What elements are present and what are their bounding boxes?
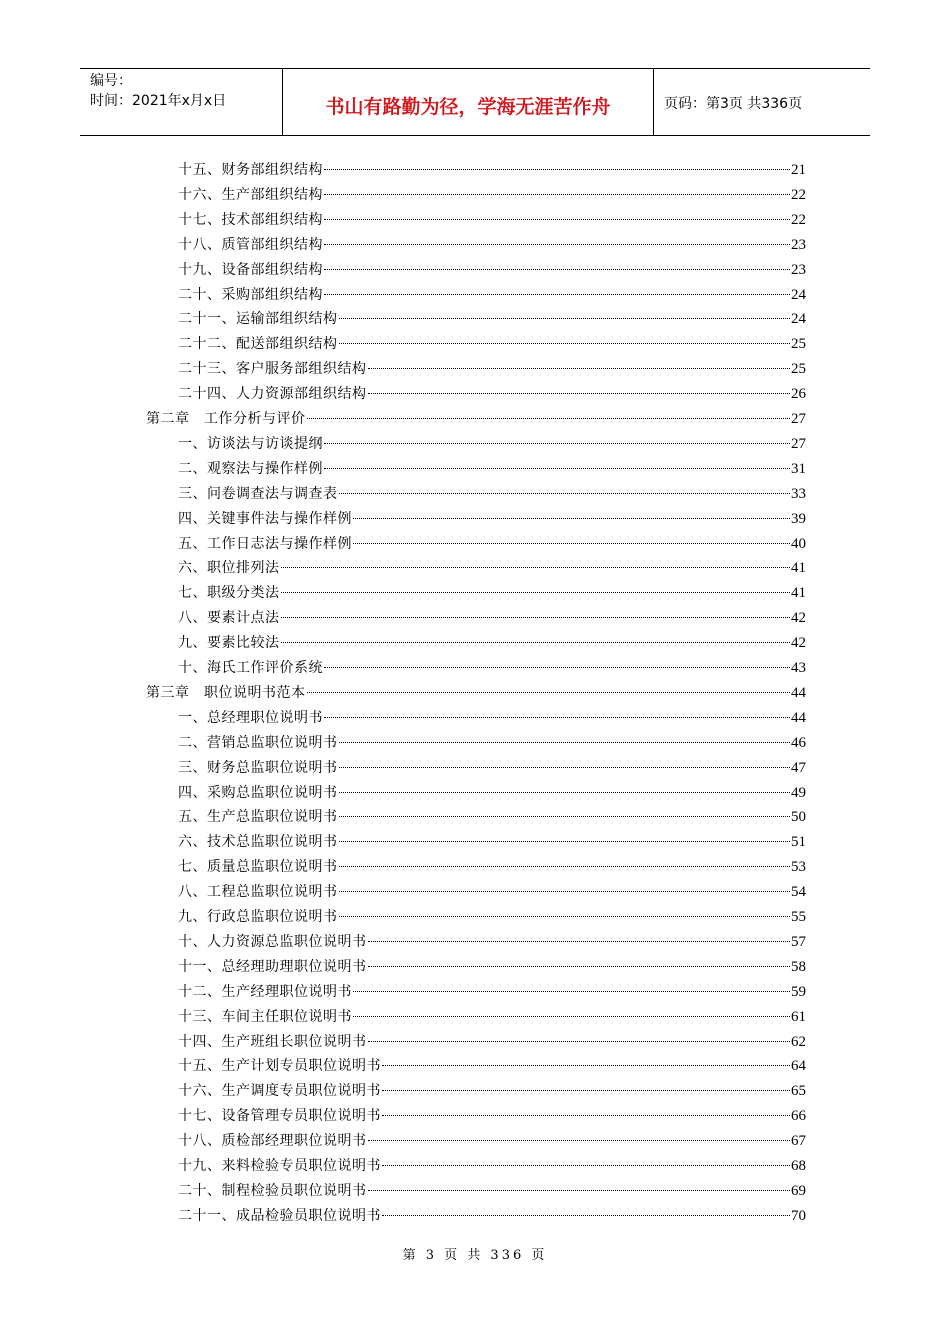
toc-entry-page: 62 [791,1033,806,1050]
toc-entry-title: 十一、总经理助理职位说明书 [178,958,367,975]
header-motto-cell [282,69,654,135]
toc-dot-leader [382,1114,790,1116]
toc-entry-page: 40 [791,535,806,552]
toc-entry-page: 27 [791,411,806,427]
toc-dot-leader [281,641,791,643]
toc-entry[interactable] [178,332,806,356]
toc-dot-leader [368,940,791,942]
toc-entry-title: 七、职级分类法 [178,585,280,602]
header-number-label: 编号： [90,73,132,89]
toc-entry-title: 二十、制程检验员职位说明书 [178,1182,367,1199]
toc-entry[interactable] [178,855,806,879]
toc-entry[interactable] [178,258,806,282]
toc-entry-title: 四、采购总监职位说明书 [178,784,338,801]
toc-entry-title: 九、要素比较法 [178,635,280,652]
toc-entry[interactable] [178,606,806,630]
toc-entry-page: 50 [791,809,806,826]
toc-dot-leader [368,1139,791,1141]
toc-entry-title: 十七、技术部组织结构 [178,211,323,228]
toc-entry[interactable] [178,233,806,257]
toc-entry-page: 43 [791,660,806,676]
toc-entry-title: 八、工程总监职位说明书 [178,884,338,901]
toc-dot-leader [281,616,791,618]
toc-entry-title: 九、行政总监职位说明书 [178,909,338,925]
toc-entry-page: 42 [791,610,806,627]
toc-entry[interactable] [178,805,806,829]
toc-entry[interactable] [178,158,806,182]
toc-dot-leader [339,890,791,892]
toc-entry-page: 23 [791,261,806,278]
toc-entry[interactable] [178,1104,806,1128]
toc-entry[interactable] [178,656,806,680]
toc-entry[interactable] [178,1154,806,1178]
toc-entry-title: 十、海氏工作评价系统 [178,660,323,676]
toc-entry-title: 第三章 职位说明书范本 [146,684,306,701]
toc-entry-title: 十五、财务部组织结构 [178,162,323,178]
toc-dot-leader [339,741,791,743]
toc-entry-title: 十四、生产班组长职位说明书 [178,1033,367,1050]
toc-entry[interactable] [146,407,806,431]
toc-entry-page: 58 [791,958,806,975]
toc-entry-page: 22 [791,186,806,203]
toc-entry-title: 二、观察法与操作样例 [178,460,323,477]
toc-dot-leader [339,317,791,319]
toc-entry-page: 57 [791,933,806,950]
toc-entry-page: 46 [791,734,806,751]
toc-entry-title: 十三、车间主任职位说明书 [178,1008,352,1025]
page-header [80,68,870,136]
toc-entry-page: 67 [791,1133,806,1150]
toc-entry[interactable] [178,183,806,207]
toc-entry-page: 64 [791,1058,806,1075]
toc-entry-page: 44 [791,684,806,701]
toc-entry-page: 25 [791,361,806,378]
toc-entry[interactable] [178,1005,806,1029]
toc-dot-leader [324,716,790,718]
toc-entry-page: 41 [791,585,806,602]
toc-entry-page: 70 [791,1207,806,1224]
toc-entry-page: 49 [791,784,806,801]
toc-dot-leader [368,392,791,394]
toc-entry[interactable] [178,556,806,580]
toc-entry[interactable] [178,830,806,854]
toc-entry-page: 25 [791,336,806,353]
toc-entry-title: 六、职位排列法 [178,560,280,577]
toc-entry-title: 二十一、运输部组织结构 [178,311,338,328]
toc-entry-title: 十六、生产调度专员职位说明书 [178,1083,381,1100]
toc-dot-leader [339,766,791,768]
toc-entry-title: 一、访谈法与访谈提纲 [178,435,323,452]
toc-entry-page: 31 [791,460,806,477]
toc-entry-page: 59 [791,983,806,1000]
toc-entry-page: 23 [791,236,806,253]
toc-dot-leader [339,492,791,494]
toc-dot-leader [281,566,791,568]
toc-entry-page: 44 [791,709,806,726]
toc-entry[interactable] [178,955,806,979]
toc-entry-title: 十九、设备部组织结构 [178,261,323,278]
toc-dot-leader [324,666,790,668]
toc-entry-page: 69 [791,1182,806,1199]
toc-entry-title: 十二、生产经理职位说明书 [178,983,352,1000]
toc-dot-leader [307,417,791,419]
toc-entry[interactable] [178,457,806,481]
toc-entry-page: 51 [791,834,806,851]
toc-entry[interactable] [178,581,806,605]
toc-dot-leader [353,990,790,992]
toc-entry[interactable] [146,681,806,705]
toc-entry-page: 55 [791,909,806,925]
toc-entry[interactable] [178,731,806,755]
toc-entry-title: 五、工作日志法与操作样例 [178,535,352,552]
toc-dot-leader [324,467,790,469]
toc-dot-leader [307,691,791,693]
toc-dot-leader [382,1164,790,1166]
toc-dot-leader [324,218,790,220]
toc-entry-page: 68 [791,1158,806,1174]
toc-dot-leader [368,965,791,967]
toc-entry[interactable] [178,482,806,506]
toc-entry-title: 十、人力资源总监职位说明书 [178,933,367,950]
toc-entry[interactable] [178,283,806,307]
toc-entry-title: 三、财务总监职位说明书 [178,759,338,776]
toc-dot-leader [324,293,790,295]
toc-entry[interactable] [178,1030,806,1054]
toc-entry[interactable] [178,631,806,655]
toc-entry-title: 十九、来料检验专员职位说明书 [178,1158,381,1174]
toc-entry-title: 四、关键事件法与操作样例 [178,510,352,527]
toc-dot-leader [324,193,790,195]
toc-entry-title: 七、质量总监职位说明书 [178,859,338,876]
toc-dot-leader [339,815,791,817]
toc-dot-leader [353,517,790,519]
page-footer [0,1246,950,1266]
toc-entry-title: 十五、生产计划专员职位说明书 [178,1058,381,1075]
toc-entry-title: 五、生产总监职位说明书 [178,809,338,826]
toc-entry-page: 41 [791,560,806,577]
toc-entry[interactable] [178,1079,806,1103]
toc-entry-page: 39 [791,510,806,527]
toc-entry[interactable] [178,781,806,805]
toc-entry-page: 47 [791,759,806,776]
toc-entry-title: 第二章 工作分析与评价 [146,411,306,427]
header-meta [80,69,282,135]
toc-entry-page: 65 [791,1083,806,1100]
toc-entry-page: 24 [791,286,806,303]
header-date: 时间：2021年x月x日 [90,93,227,109]
toc-dot-leader [382,1089,790,1091]
header-motto: 书山有路勤为径，学海无涯苦作舟 [325,95,611,118]
toc-entry[interactable] [178,507,806,531]
header-page-cell [654,69,870,135]
toc-entry-title: 二十三、客户服务部组织结构 [178,361,367,378]
toc-entry-title: 二十、采购部组织结构 [178,286,323,303]
toc-dot-leader [353,542,790,544]
toc-entry-page: 33 [791,485,806,502]
toc-dot-leader [382,1214,790,1216]
toc-entry-title: 二十一、成品检验员职位说明书 [178,1207,381,1224]
toc-entry[interactable] [178,1054,806,1078]
toc-entry-page: 53 [791,859,806,876]
toc-entry-page: 66 [791,1108,806,1125]
toc-entry-page: 26 [791,386,806,403]
toc-entry-title: 二十四、人力资源部组织结构 [178,386,367,403]
toc-entry-page: 21 [791,162,806,178]
toc-entry-title: 一、总经理职位说明书 [178,709,323,726]
toc-entry-page: 54 [791,884,806,901]
toc-entry[interactable] [178,756,806,780]
toc-entry[interactable] [178,1129,806,1153]
toc-dot-leader [368,1189,791,1191]
toc-entry[interactable] [178,980,806,1004]
toc-entry[interactable] [178,930,806,954]
toc-entry-title: 十六、生产部组织结构 [178,186,323,203]
toc-dot-leader [353,1015,790,1017]
toc-entry-page: 22 [791,211,806,228]
toc-entry-page: 61 [791,1008,806,1025]
toc-entry[interactable] [178,1204,806,1228]
toc-entry-page: 24 [791,311,806,328]
toc-dot-leader [368,367,791,369]
toc-entry[interactable] [178,1179,806,1203]
toc-entry-title: 二十二、配送部组织结构 [178,336,338,353]
toc-entry[interactable] [178,905,806,929]
toc-entry-title: 六、技术总监职位说明书 [178,834,338,851]
toc-dot-leader [324,243,790,245]
toc-entry[interactable] [178,432,806,456]
toc-entry[interactable] [178,382,806,406]
toc-entry-title: 十七、设备管理专员职位说明书 [178,1108,381,1125]
toc-dot-leader [339,791,791,793]
toc-entry-page: 42 [791,635,806,652]
toc-dot-leader [382,1064,790,1066]
toc-entry[interactable] [178,307,806,331]
toc-dot-leader [281,591,791,593]
toc-entry-title: 二、营销总监职位说明书 [178,734,338,751]
toc-entry[interactable] [178,208,806,232]
toc-entry-title: 八、要素计点法 [178,610,280,627]
toc-dot-leader [339,840,791,842]
toc-dot-leader [368,1040,791,1042]
header-page-info: 页码：第3页 共336页 [664,96,803,112]
toc-dot-leader [339,865,791,867]
toc-dot-leader [324,442,790,444]
footer-page-number: 第 3 页 共 336 页 [402,1248,548,1263]
toc-dot-leader [339,342,791,344]
toc-entry[interactable] [178,706,806,730]
toc-entry-title: 三、问卷调查法与调查表 [178,485,338,502]
toc-dot-leader [324,268,790,270]
toc-entry[interactable] [178,880,806,904]
toc-entry-page: 27 [791,435,806,452]
toc-dot-leader [339,915,791,917]
toc-entry-title: 十八、质检部经理职位说明书 [178,1133,367,1150]
toc-entry[interactable] [178,532,806,556]
toc-dot-leader [324,168,790,170]
toc-entry-title: 十八、质管部组织结构 [178,236,323,253]
toc-entry[interactable] [178,357,806,381]
